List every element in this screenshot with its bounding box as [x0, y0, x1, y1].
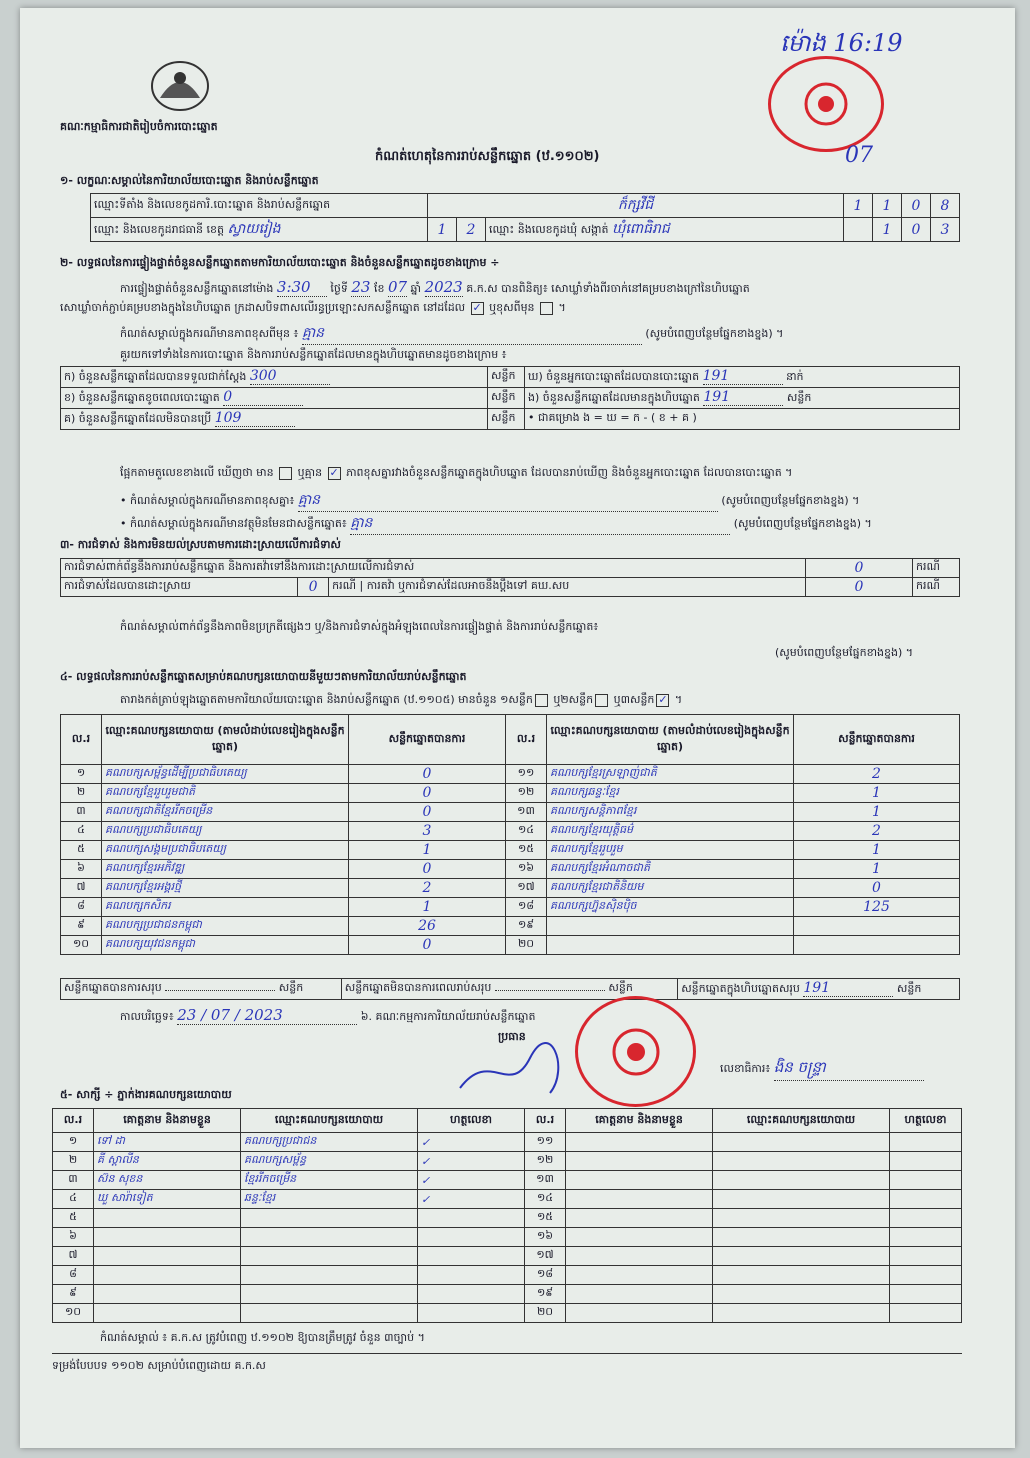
witness-sign	[418, 1228, 525, 1247]
totals-table	[60, 978, 960, 1000]
commune-code-2: 0	[902, 218, 931, 242]
location-label: ឈ្មោះទីតាំង និងលេខកូដការិ.បោះឆ្នោត និងរាប់សន្លឹកឆ្នោត	[91, 194, 428, 218]
province-value: ស្វាយរៀង	[227, 221, 281, 237]
party-name: គណបក្សជាតិខ្មែររីកចម្រើន	[102, 803, 349, 822]
party-results-table	[60, 714, 960, 955]
location-code-3: 0	[902, 194, 931, 218]
table-row	[61, 784, 960, 803]
party-name: គណបក្សប្រជាធិបតេយ្យ	[102, 822, 349, 841]
witness-name	[566, 1171, 713, 1190]
party-name: គណបក្សខ្មែរស្រឡាញ់ជាតិ	[547, 765, 794, 784]
table-row	[53, 1228, 962, 1247]
unused-ballots-label: គ) ចំនួនសន្លឹកឆ្នោតដែលមិនបានប្រើ 109	[61, 409, 488, 430]
col-no-right: ល.រ	[506, 715, 547, 765]
party-name: គណបក្សសង្គមប្រជាធិបតេយ្យ	[102, 841, 349, 860]
witness-col-party-right: ឈ្មោះគណបក្សនយោបាយ	[713, 1109, 890, 1133]
witness-name	[566, 1209, 713, 1228]
witness-no: ១៧	[525, 1247, 566, 1266]
party-results-body	[61, 765, 960, 955]
different-checkbox[interactable]	[540, 302, 553, 315]
witness-name	[94, 1247, 241, 1266]
witness-sign	[418, 1247, 525, 1266]
section3-note: កំណត់សម្គាល់ពាក់ព័ន្ធនឹងភាពមិនប្រក្រតីផ្សេងៗ ឬ/និងការជំទាស់ក្នុងអំឡុងពេលនៃការផ្ទៀងផ្ទាត់ និងការរាប់សន្លឹកឆ្នោត៖	[120, 620, 599, 633]
witness-no: ៥	[53, 1209, 94, 1228]
party-name: គណបក្សសន្តិភាពខ្មែរ	[547, 803, 794, 822]
date-value: 23 / 07 / 2023	[177, 1006, 357, 1025]
witness-name	[94, 1285, 241, 1304]
table-row	[61, 841, 960, 860]
witness-name	[94, 1228, 241, 1247]
location-code-2: 1	[873, 194, 902, 218]
witness-sign	[890, 1209, 962, 1228]
party-name: គណបក្សប្រជាជនកម្ពុជា	[102, 917, 349, 936]
party-votes: 1	[794, 784, 960, 803]
witness-sign: ✓	[418, 1133, 525, 1152]
section5-heading: ៥- សាក្សី ÷ ភ្នាក់ងារគណបក្សនយោបាយ	[60, 1088, 232, 1101]
formula-label: • ជាគម្រោង ង = ឃ = ក - ( ខ + គ )	[525, 409, 960, 430]
verification-year: 2023	[424, 278, 463, 296]
witness-party: ឆន្ទៈខ្មែរ	[241, 1190, 418, 1209]
witness-party: ខ្មែររីកចម្រើន	[241, 1171, 418, 1190]
witness-sign	[890, 1190, 962, 1209]
secretary-value: ងិន ចន្ទ្រា	[774, 1058, 924, 1081]
has-difference-checkbox[interactable]	[279, 467, 292, 480]
verification-day: 23	[351, 278, 371, 296]
party-name: គណបក្សឆន្ទៈខ្មែរ	[547, 784, 794, 803]
party-votes: 0	[349, 803, 506, 822]
party-no: ៧	[61, 879, 102, 898]
party-votes: 1	[349, 898, 506, 917]
party-no: ១១	[506, 765, 547, 784]
section1-heading: ១- លក្ខណៈសម្គាល់នៃការិយាល័យបោះឆ្នោត និងរាប់សន្លឹកឆ្នោត	[60, 174, 319, 187]
party-votes	[794, 936, 960, 955]
party-votes: 2	[794, 765, 960, 784]
col-no-left: ល.រ	[61, 715, 102, 765]
witness-name: ស៊ន សុខន	[94, 1171, 241, 1190]
party-no: ២០	[506, 936, 547, 955]
form-page	[20, 8, 1015, 1448]
province-label: ឈ្មោះ និងលេខកូដរាជធានី ខេត្ត ស្វាយរៀង	[91, 218, 428, 242]
party-name	[547, 917, 794, 936]
table-row	[53, 1266, 962, 1285]
table-row	[61, 765, 960, 784]
party-votes: 2	[349, 879, 506, 898]
section4-intro: តារាងកត់ត្រាប់ឡុងឆ្នោតតាមការិយាល័យបោះឆ្នោត និងរាប់សន្លឹកឆ្នោត (ឋ.១១០៥) មានចំនួន ១សន្លឹក ឬ២សន្លឹក ឬ៣សន្លឹក ✓ ។	[120, 692, 683, 706]
bullet1-line: • កំណត់សម្គាល់ក្នុងករណីមានភាពខុសគ្នា៖ គ្មាន (សូមបំពេញបន្ថែមផ្នែកខាងខ្នង) ។	[120, 490, 859, 512]
party-no: ១៣	[506, 803, 547, 822]
col-party-left: ឈ្មោះគណបក្សនយោបាយ (តាមលំដាប់លេខរៀងក្នុងសន្លឹកឆ្នោត)	[102, 715, 349, 765]
party-no: ១៥	[506, 841, 547, 860]
witness-sign	[890, 1152, 962, 1171]
party-no: ៣	[61, 803, 102, 822]
received-unit: សន្លឹក	[488, 367, 525, 388]
witness-party	[241, 1285, 418, 1304]
unused-ballots-value: 109	[215, 410, 295, 427]
witness-party	[241, 1247, 418, 1266]
secretary-line: លេខាធិការ៖ ងិន ចន្ទ្រា	[720, 1058, 924, 1081]
party-votes	[794, 917, 960, 936]
objection-row1-value: 0	[806, 559, 913, 578]
party-no: ១៩	[506, 917, 547, 936]
witness-name: គី ស្តាលីន	[94, 1152, 241, 1171]
party-name: គណបក្សហ្វ៊ុនស៊ិនប៉ិច	[547, 898, 794, 917]
party-no: ៩	[61, 917, 102, 936]
location-code-4: 8	[931, 194, 960, 218]
witness-party: គណបក្សសម្ព័ន្ធ	[241, 1152, 418, 1171]
party-votes: 125	[794, 898, 960, 917]
province-code-2: 2	[457, 218, 486, 242]
witness-col-sign-left: ហត្ថលេខា	[418, 1109, 525, 1133]
party-name: គណបក្សខ្មែរជាតិនិយម	[547, 879, 794, 898]
witness-col-no-left: ល.រ	[53, 1109, 94, 1133]
witness-no: ១១	[525, 1133, 566, 1152]
witness-party	[713, 1190, 890, 1209]
two-sheet-checkbox[interactable]	[595, 694, 608, 707]
party-votes: 2	[794, 822, 960, 841]
comparison-line: ផ្អែកតាមតួលេខខាងលើ ឃើញថា មាន ឬគ្មាន ✓ ភាពខុសគ្នារវាងចំនួនសន្លឹកឆ្នោតក្នុងហិបឆ្នោត ដែលបានរាប់ឃើញ និងចំនួនអ្នកបោះឆ្នោត ដែលបានបោះឆ្នោត ។	[120, 465, 793, 479]
party-votes: 26	[349, 917, 506, 936]
witness-party	[241, 1266, 418, 1285]
witness-no: ១៥	[525, 1209, 566, 1228]
witness-no: ៣	[53, 1171, 94, 1190]
table-row	[53, 1190, 962, 1209]
spoiled-unit: សន្លឹក	[488, 388, 525, 409]
party-votes: 0	[349, 765, 506, 784]
witness-sign: ✓	[418, 1190, 525, 1209]
witness-name	[566, 1152, 713, 1171]
party-no: ១	[61, 765, 102, 784]
received-ballots-value: 300	[250, 368, 330, 385]
witness-no: ៨	[53, 1266, 94, 1285]
table-row	[53, 1247, 962, 1266]
table-row	[61, 917, 960, 936]
objection-row2-unit-b: ករណី	[913, 578, 960, 597]
verification-time: 3:30	[277, 278, 327, 297]
commune-code-blank	[844, 218, 873, 242]
party-name: គណបក្សខ្មែររួបរួម	[547, 841, 794, 860]
witness-sign	[418, 1304, 525, 1323]
witness-party	[241, 1228, 418, 1247]
witness-no: ១៨	[525, 1266, 566, 1285]
section2-subline: គួរយកទៅទាំងនៃការបោះឆ្នោត និងការរាប់សន្លឹកឆ្នោតដែលមានក្នុងហិបឆ្នោតមានដូចខាងក្រោម ៖	[120, 348, 507, 361]
witness-name	[566, 1228, 713, 1247]
table-row	[53, 1133, 962, 1152]
stamp-date-handwriting: 07	[845, 143, 873, 168]
commune-code-3: 3	[931, 218, 960, 242]
witness-no: ៦	[53, 1228, 94, 1247]
total-box-value: 191	[803, 980, 893, 997]
witness-col-sign-right: ហត្ថលេខា	[890, 1109, 962, 1133]
one-sheet-checkbox[interactable]	[535, 694, 548, 707]
objection-table	[60, 558, 960, 597]
difference-note-value: គ្មាន	[302, 323, 642, 345]
committee-name: គណៈកម្មាធិការជាតិរៀបចំការបោះឆ្នោត	[60, 120, 218, 133]
section4-heading: ៤- លទ្ធផលនៃការរាប់សន្លឹកឆ្នោតសម្រាប់គណបក្សនយោបាយនីមួយៗតាមការិយាល័យរាប់សន្លឹកឆ្នោត	[60, 670, 467, 683]
table-row	[61, 898, 960, 917]
witness-party	[241, 1304, 418, 1323]
witness-sign	[890, 1285, 962, 1304]
form-code: ទម្រង់បែបបទ ១១០២ សម្រាប់បំពេញដោយ គ.ក.ស	[52, 1359, 266, 1372]
total-valid: សន្លឹកឆ្នោតបានការសរុប សន្លឹក	[61, 979, 342, 1000]
party-name: គណបក្សខ្មែររួបរួមជាតិ	[102, 784, 349, 803]
witness-party	[713, 1228, 890, 1247]
witness-sign	[890, 1304, 962, 1323]
party-no: ១០	[61, 936, 102, 955]
witness-no: ៧	[53, 1247, 94, 1266]
col-votes-right: សន្លឹកឆ្នោតបានការ	[794, 715, 960, 765]
party-no: ២	[61, 784, 102, 803]
witness-sign: ✓	[418, 1171, 525, 1190]
location-value: ក៏ក្សវីជី	[428, 194, 844, 218]
location-code-1: 1	[844, 194, 873, 218]
party-votes: 0	[349, 860, 506, 879]
table-row	[61, 879, 960, 898]
received-ballots-label: ក) ចំនួនសន្លឹកឆ្នោតដែលបានទទួលជាក់ស្តែង 300	[61, 367, 488, 388]
table-row	[53, 1304, 962, 1323]
date-line: កាលបរិច្ឆេទ៖ 23 / 07 / 2023 ៦. គណៈកម្មការការិយាល័យរាប់សន្លឹកឆ្នោត	[120, 1006, 536, 1024]
form-title: កំណត់ហេតុនៃការរាប់សន្លឹកឆ្នោត (ឋ.១១០២)	[375, 149, 600, 164]
party-no: ១៦	[506, 860, 547, 879]
party-name: គណបក្សយុវជនកម្ពុជា	[102, 936, 349, 955]
party-votes: 0	[349, 936, 506, 955]
objection-row1-unit: ករណី	[913, 559, 960, 578]
witness-sign	[890, 1266, 962, 1285]
no-difference-checkbox[interactable]: ✓	[329, 465, 339, 479]
witness-no: ១៤	[525, 1190, 566, 1209]
section1-table	[90, 193, 960, 242]
witness-name	[566, 1285, 713, 1304]
party-votes: 1	[794, 803, 960, 822]
witness-party	[713, 1152, 890, 1171]
bullet1-value: គ្មាន	[298, 490, 718, 512]
party-no: ៥	[61, 841, 102, 860]
witness-no: ១២	[525, 1152, 566, 1171]
total-box: សន្លឹកឆ្នោតក្នុងហិបឆ្នោតសរុប 191 សន្លឹក	[678, 979, 960, 1000]
col-votes-left: សន្លឹកឆ្នោតបានការ	[349, 715, 506, 765]
section3-heading: ៣- ការជំទាស់ និងការមិនយល់ស្របតាមការដោះស្រាយលើការជំទាស់	[60, 538, 341, 551]
party-votes: 1	[794, 841, 960, 860]
witness-name	[566, 1304, 713, 1323]
table-row	[61, 822, 960, 841]
objection-row2-value: 0	[298, 578, 329, 597]
witness-no: ២០	[525, 1304, 566, 1323]
party-no: ១៨	[506, 898, 547, 917]
stamp-handwriting	[845, 143, 873, 168]
witness-col-party-left: ឈ្មោះគណបក្សនយោបាយ	[241, 1109, 418, 1133]
total-invalid-value	[495, 990, 605, 991]
ballot-count-table	[60, 366, 960, 430]
party-votes: 1	[349, 841, 506, 860]
party-votes: 0	[794, 879, 960, 898]
time-note: ម៉ោង 16:19	[780, 29, 903, 57]
party-no: ៦	[61, 860, 102, 879]
section3-hint: (សូមបំពេញបន្ថែមផ្នែកខាងខ្នង) ។	[775, 646, 914, 659]
party-no: ៨	[61, 898, 102, 917]
objection-row1-label: ការជំទាស់ពាក់ព័ន្ធនឹងការរាប់សន្លឹកឆ្នោត និងការតវ៉ាទៅនឹងការដោះស្រាយលើការជំទាស់	[61, 559, 806, 578]
objection-row2-value-b: 0	[806, 578, 913, 597]
official-stamp-bottom	[575, 996, 696, 1107]
witness-name	[566, 1266, 713, 1285]
witness-no: ១៩	[525, 1285, 566, 1304]
table-row	[61, 803, 960, 822]
emblem-logo	[145, 58, 215, 113]
party-votes: 0	[349, 784, 506, 803]
objection-row2-label-b: ករណី | ការតវ៉ា ឬការជំទាស់ដែលអាចនឹងប្តឹងទៅ គឃ.សប	[329, 578, 806, 597]
witness-party	[713, 1247, 890, 1266]
party-name: គណបក្សកសិករ	[102, 898, 349, 917]
witness-name	[566, 1133, 713, 1152]
spoiled-ballots-value: 0	[223, 389, 303, 406]
party-name: គណបក្សខ្មែរអង្គរថ្មី	[102, 879, 349, 898]
witness-sign	[418, 1209, 525, 1228]
party-name: គណបក្សសម្ព័ន្ធដើម្បីប្រជាធិបតេយ្យ	[102, 765, 349, 784]
witness-name: ទៅ ដា	[94, 1133, 241, 1152]
party-no: ១២	[506, 784, 547, 803]
witness-no: ៤	[53, 1190, 94, 1209]
witness-col-no-right: ល.រ	[525, 1109, 566, 1133]
col-party-right: ឈ្មោះគណបក្សនយោបាយ (តាមលំដាប់លេខរៀងក្នុងសន្លឹកឆ្នោត)	[547, 715, 794, 765]
verification-line-2: សោឃ្លាំចាក់ភ្ជាប់គម្របខាងក្នុងនៃហិបឆ្នោត ក្រដាសបិទពាសលើរន្ធប្រឡោះសកសន្លឹកឆ្នោត នៅដដែល ✓ ឬខុសពីមុន ។	[60, 300, 566, 314]
official-stamp-top	[768, 56, 884, 152]
commune-label: ឈ្មោះ និងលេខកូដឃុំ សង្កាត់ ឃុំពោធិរាជ	[486, 218, 844, 242]
province-code-1: 1	[428, 218, 457, 242]
party-no: ៤	[61, 822, 102, 841]
table-row	[53, 1209, 962, 1228]
witness-sign	[890, 1228, 962, 1247]
witness-body	[53, 1133, 962, 1323]
same-checkbox[interactable]: ✓	[472, 300, 482, 314]
witness-party	[713, 1285, 890, 1304]
box-ballots-label: ង) ចំនួនសន្លឹកឆ្នោតដែលមានក្នុងហិបឆ្នោត 191 សន្លឹក	[525, 388, 960, 409]
objection-row2-label: ការជំទាស់ដែលបានដោះស្រាយ	[61, 578, 298, 597]
witness-sign	[418, 1266, 525, 1285]
footnote: កំណត់សម្គាល់ ៖ គ.ក.ស ត្រូវបំពេញ ឋ.១១០២ ឱ្យបានត្រឹមត្រូវ ចំនួន ៣ច្បាប់ ។	[100, 1331, 425, 1344]
party-name: គណបក្សខ្មែរយុត្តិធម៌	[547, 822, 794, 841]
witness-no: ២	[53, 1152, 94, 1171]
table-row	[61, 936, 960, 955]
witness-party	[241, 1209, 418, 1228]
witness-col-name-left: គោត្តនាម និងនាមខ្លួន	[94, 1109, 241, 1133]
chair-label: ប្រធាន	[498, 1030, 526, 1043]
witness-sign: ✓	[418, 1152, 525, 1171]
party-name	[547, 936, 794, 955]
witness-sign	[890, 1171, 962, 1190]
voters-value: 191	[703, 368, 783, 385]
party-no: ១៤	[506, 822, 547, 841]
total-valid-value	[165, 990, 275, 991]
witness-table	[52, 1108, 962, 1323]
table-row	[53, 1171, 962, 1190]
witness-sign	[418, 1285, 525, 1304]
witness-party	[713, 1171, 890, 1190]
commune-value: ឃុំពោធិរាជ	[612, 221, 670, 237]
unused-unit: សន្លឹក	[488, 409, 525, 430]
party-votes: 1	[794, 860, 960, 879]
chair-signature	[450, 1038, 580, 1098]
witness-party: គណបក្សប្រជាជន	[241, 1133, 418, 1152]
bullet2-line: • កំណត់សម្គាល់ក្នុងករណីមានវត្ថុមិនមែនជាសន្លឹកឆ្នោត៖ គ្មាន (សូមបំពេញបន្ថែមផ្នែកខាងខ្នង) ។	[120, 513, 872, 535]
commune-code-1: 1	[873, 218, 902, 242]
witness-no: ១៣	[525, 1171, 566, 1190]
party-votes: 3	[349, 822, 506, 841]
witness-no: ១	[53, 1133, 94, 1152]
table-row	[53, 1152, 962, 1171]
voters-label: ឃ) ចំនួនអ្នកបោះឆ្នោតដែលបានបោះឆ្នោត 191 នាក់	[525, 367, 960, 388]
witness-party	[713, 1209, 890, 1228]
witness-party	[713, 1133, 890, 1152]
footer-divider	[52, 1353, 962, 1354]
witness-no: ១៦	[525, 1228, 566, 1247]
difference-note-line: កំណត់សម្គាល់ក្នុងករណីមានភាពខុសពីមុន ៖ គ្មាន (សូមបំពេញបន្ថែមផ្នែកខាងខ្នង) ។	[120, 323, 783, 345]
witness-no: ១០	[53, 1304, 94, 1323]
witness-name: ឃួ សារ៉ាទៀត	[94, 1190, 241, 1209]
witness-party	[713, 1266, 890, 1285]
witness-sign	[890, 1247, 962, 1266]
section2-heading: ២- លទ្ធផលនៃការផ្ទៀងផ្ទាត់ចំនួនសន្លឹកឆ្នោតតាមការិយាល័យបោះឆ្នោត និងចំនួនសន្លឹកឆ្នោតដូចខាងក្រោម ÷	[60, 256, 500, 269]
witness-col-name-right: គោត្តនាម និងនាមខ្លួន	[566, 1109, 713, 1133]
verification-month: 07	[387, 278, 408, 296]
witness-no: ៩	[53, 1285, 94, 1304]
witness-sign	[890, 1133, 962, 1152]
table-row	[61, 860, 960, 879]
witness-name	[566, 1247, 713, 1266]
witness-party	[713, 1304, 890, 1323]
party-no: ១៧	[506, 879, 547, 898]
witness-name	[566, 1190, 713, 1209]
witness-name	[94, 1209, 241, 1228]
box-ballots-value: 191	[703, 389, 783, 406]
three-sheet-checkbox[interactable]: ✓	[658, 692, 668, 706]
party-name: គណបក្សខ្មែរអភិវឌ្ឍ	[102, 860, 349, 879]
table-row	[53, 1285, 962, 1304]
spoiled-ballots-label: ខ) ចំនួនសន្លឹកឆ្នោតខូចពេលបោះឆ្នោត 0	[61, 388, 488, 409]
bullet2-value: គ្មាន	[350, 513, 730, 535]
witness-name	[94, 1304, 241, 1323]
total-invalid: សន្លឹកឆ្នោតមិនបានការពេលរាប់សរុប សន្លឹក	[341, 979, 677, 1000]
verification-line-1: ការផ្ទៀងផ្ទាត់ចំនួនសន្លឹកឆ្នោតនៅម៉ោង 3:30 ថ្ងៃទី 23 ខែ 07 ឆ្នាំ 2023 គ.ក.ស បានពិនិត្យ៖ សោឃ្លាំទាំងពីរចាក់នៅគម្របខាងក្រៅនៃហិបឆ្នោត	[120, 278, 750, 296]
witness-name	[94, 1266, 241, 1285]
party-name: គណបក្សខ្មែរអំណាចជាតិ	[547, 860, 794, 879]
